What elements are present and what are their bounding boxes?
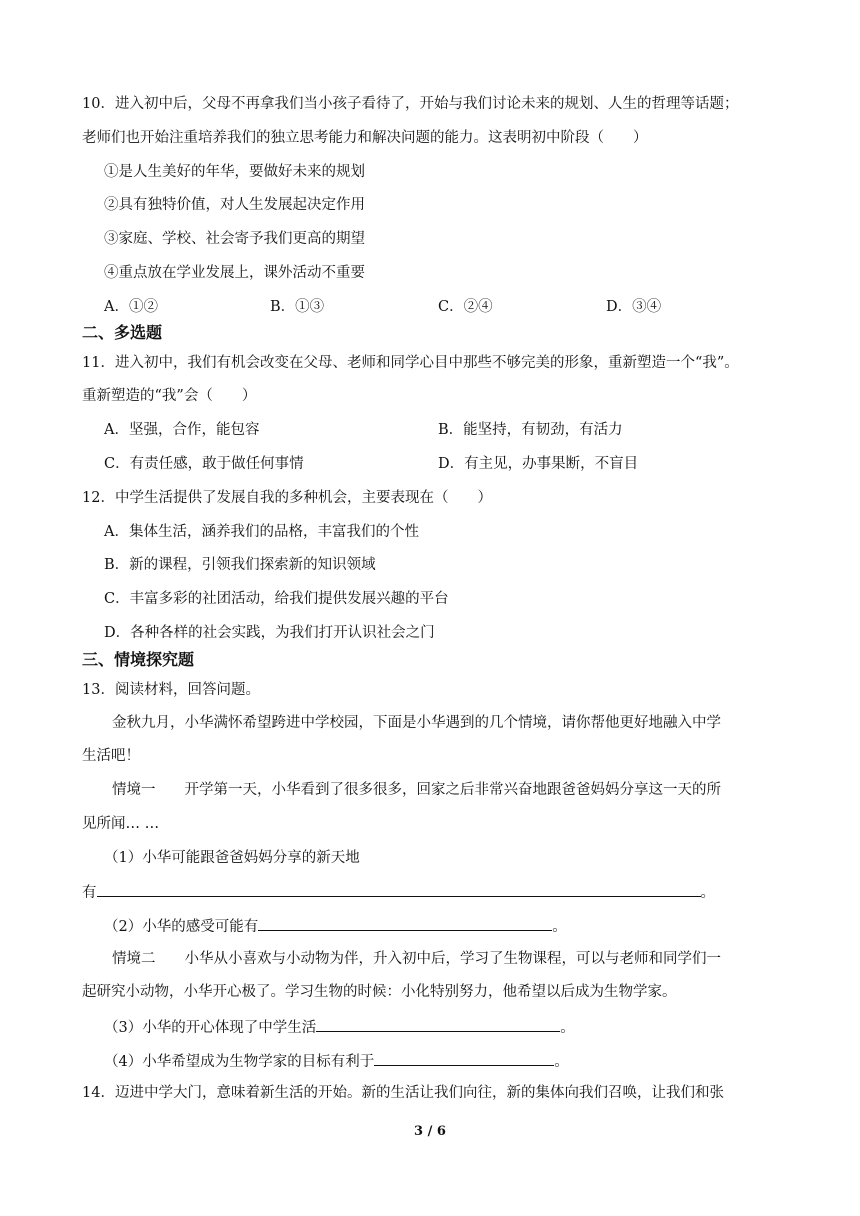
q10-stem-line1: 10．进入初中后，父母不再拿我们当小孩子看待了，开始与我们讨论未来的规划、人生的哲理等话题； (82, 96, 739, 112)
q11-option-a[interactable]: A．坚强，合作，能包容 (104, 422, 260, 438)
q13-part4-line (104, 1050, 569, 1072)
q13-part1-prefix: 有 (82, 885, 97, 901)
section-heading-scenario: 三、情境探究题 (82, 650, 195, 669)
q10-item-2: ②具有独特价值，对人生发展起决定作用 (104, 197, 365, 213)
q13-intro-line2: 生活吧！ (82, 748, 140, 764)
q10-stem-line2: 老师们也开始注重培养我们的独立思考能力和解决问题的能力。这表明初中阶段（ ） (82, 130, 648, 146)
q11-option-c[interactable]: C．有责任感，敢于做任何事情 (104, 456, 304, 472)
q11-stem-line1: 11．进入初中，我们有机会改变在父母、老师和同学心目中那些不够完美的形象，重新塑造一个“我”。 (82, 355, 739, 371)
q13-part1-line (82, 881, 715, 903)
q10-item-1: ①是人生美好的年华，要做好未来的规划 (104, 164, 365, 180)
q10-option-d[interactable]: D．③④ (606, 299, 662, 315)
q12-option-c[interactable]: C．丰富多彩的社团活动，给我们提供发展兴趣的平台 (104, 591, 449, 607)
q11-stem-line2: 重新塑造的“我”会（ ） (82, 388, 257, 404)
q13-stem: 13．阅读材料，回答问题。 (82, 682, 260, 698)
q13-part3-end: 。 (560, 1020, 575, 1036)
q10-option-a[interactable]: A．①② (104, 299, 158, 315)
q13-part2-prompt: （2）小华的感受可能有 (104, 919, 259, 935)
q13-part3-prompt: （3）小华的开心体现了中学生活 (104, 1020, 317, 1036)
q13-scenario2-line2: 起研究小动物，小华开心极了。学习生物的时候：小化特别努力，他希望以后成为生物学家。 (82, 984, 677, 1000)
q13-scenario2-line1: 情境二 小华从小喜欢与小动物为伴，升入初中后，学习了生物课程，可以与老师和同学们一 (112, 951, 721, 967)
q13-scenario1-line1: 情境一 开学第一天，小华看到了很多很多，回家之后非常兴奋地跟爸爸妈妈分享这一天的所 (112, 782, 721, 798)
q13-part4-prompt: （4）小华希望成为生物学家的目标有利于 (104, 1054, 375, 1070)
q11-option-b[interactable]: B．能坚持，有韧劲，有活力 (438, 422, 623, 438)
q13-part4-answer-blank[interactable] (374, 1050, 554, 1066)
q13-part2-line (104, 915, 567, 937)
q13-part1-end: 。 (700, 885, 715, 901)
q10-option-b[interactable]: B．①③ (270, 299, 325, 315)
q13-part2-answer-blank[interactable] (258, 915, 552, 931)
q12-option-d[interactable]: D．各种各样的社会实践，为我们打开认识社会之门 (104, 625, 435, 641)
q13-part1-prompt: （1）小华可能跟爸爸妈妈分享的新天地 (104, 850, 360, 866)
q13-part2-end: 。 (552, 919, 567, 935)
q13-part3-answer-blank[interactable] (316, 1016, 560, 1032)
q12-option-b[interactable]: B．新的课程，引领我们探索新的知识领域 (104, 557, 376, 573)
q13-intro-line1: 金秋九月，小华满怀希望跨进中学校园，下面是小华遇到的几个情境，请你帮他更好地融入中学 (112, 715, 721, 731)
q13-scenario1-line2: 见所闻… … (82, 816, 160, 832)
q11-option-d[interactable]: D．有主见，办事果断，不盲目 (438, 456, 639, 472)
page-number: 3 / 6 (414, 1124, 446, 1139)
section-heading-multiple-choice: 二、多选题 (82, 323, 163, 342)
q14-stem-line1: 14．迈进中学大门，意味着新生活的开始。新的生活让我们向往，新的集体向我们召唤，让我们和张 (82, 1085, 724, 1101)
q12-option-a[interactable]: A．集体生活，涵养我们的品格，丰富我们的个性 (104, 524, 419, 540)
q12-stem: 12．中学生活提供了发展自我的多种机会，主要表现在（ ） (82, 490, 492, 506)
q13-part1-answer-blank[interactable] (97, 881, 701, 897)
q13-part3-line (104, 1016, 575, 1038)
q10-item-4: ④重点放在学业发展上，课外活动不重要 (104, 265, 365, 281)
q10-item-3: ③家庭、学校、社会寄予我们更高的期望 (104, 231, 365, 247)
q13-part4-end: 。 (554, 1054, 569, 1070)
q10-option-c[interactable]: C．②④ (438, 299, 493, 315)
